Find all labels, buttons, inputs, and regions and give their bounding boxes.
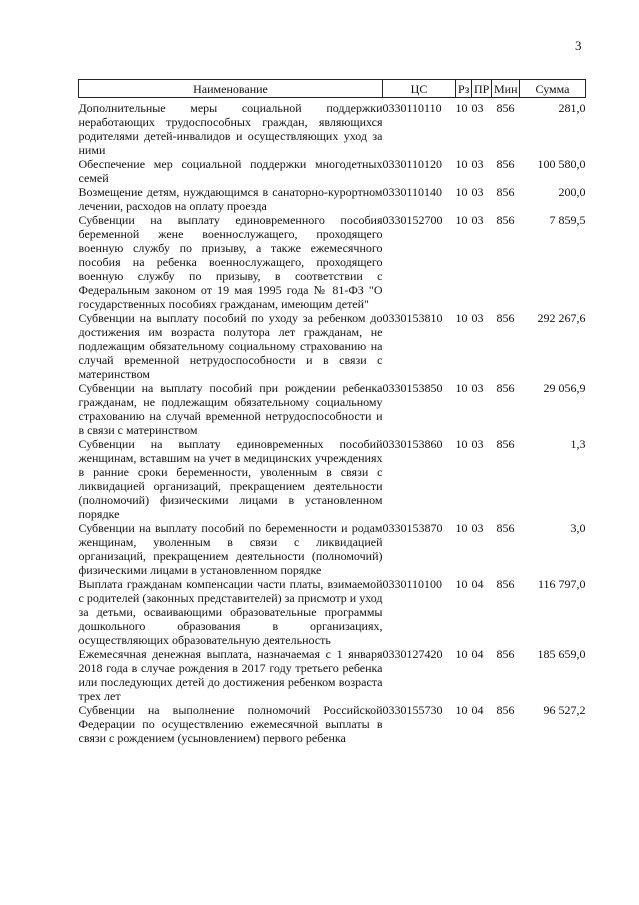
row-min: 856 [496,703,515,717]
row-name: Субвенции на выплату пособий по уходу за ребенком до достижения им возраста полутора лет гражданам, не подлежащим обязательному социальному страхованию на случай временной нетрудоспособности и в связи с материнством [78,311,383,381]
table-row [79,521,586,577]
row-rz: 10 [455,437,468,451]
row-sum: 100 580,0 [537,157,586,171]
row-min: 856 [496,213,515,227]
row-pr: 03 [471,101,484,115]
row-min: 856 [496,101,515,115]
row-sum: 185 659,0 [537,647,586,661]
table-row [79,577,586,647]
table-row [79,311,586,381]
row-name: Субвенции на выполнение полномочий Российской Федерации по осуществлению ежемесячной выплаты в связи с рождением (усыновлением) первого ребенка [78,703,383,745]
row-min: 856 [496,437,515,451]
header-pr: ПР [472,80,492,98]
row-pr: 03 [471,311,484,325]
row-name: Субвенции на выплату единовременного пособия беременной жене военнослужащего, проходящего военную службу по призыву, а также ежемесячного пособия на ребенка военнослужащего, проходящего военную службу по призыву, в соответствии с Федеральным законом от 19 мая 1995 года № 81-ФЗ "О государственных пособиях гражданам, имеющим детей" [78,213,383,311]
row-sum: 7 859,5 [549,213,586,227]
row-sum: 3,0 [570,521,586,535]
header-rz: Рз [456,80,472,98]
row-cs: 0330153870 [382,521,443,535]
row-cs: 0330153850 [382,381,443,395]
table-row [79,213,586,311]
row-rz: 10 [455,213,468,227]
table-row [79,437,586,521]
row-pr: 03 [471,157,484,171]
row-pr: 04 [471,647,484,661]
row-rz: 10 [455,647,468,661]
row-name: Ежемесячная денежная выплата, назначаемая с 1 января 2018 года в случае рождения в 2017 году третьего ребенка или последующих детей до достижения ребенком возраста трех лет [78,647,383,703]
row-rz: 10 [455,381,468,395]
row-min: 856 [496,647,515,661]
row-sum: 200,0 [558,185,586,199]
table-body [79,98,586,746]
row-sum: 29 056,9 [543,381,586,395]
row-name: Субвенции на выплату пособий при рождении ребенка гражданам, не подлежащим обязательному социальному страхованию на случай временной нетрудоспособности и в связи с материнством [78,381,383,437]
row-sum: 292 267,6 [537,311,586,325]
row-rz: 10 [455,521,468,535]
row-min: 856 [496,185,515,199]
row-min: 856 [496,157,515,171]
page-number: 3 [575,38,582,53]
header-min: Мин [492,80,520,98]
row-rz: 10 [455,101,468,115]
row-sum: 1,3 [570,437,586,451]
row-cs: 0330110110 [382,101,442,115]
row-rz: 10 [455,311,468,325]
row-pr: 03 [471,521,484,535]
row-pr: 03 [471,381,484,395]
row-cs: 0330110100 [382,577,443,591]
row-cs: 0330155730 [382,703,443,717]
row-rz: 10 [455,157,468,171]
table-header-row [79,80,586,98]
table-row [79,703,586,745]
budget-table [78,79,586,745]
row-cs: 0330153860 [382,437,443,451]
row-cs: 0330110120 [382,157,443,171]
row-pr: 03 [471,213,484,227]
row-cs: 0330153810 [382,311,443,325]
row-cs: 0330127420 [382,647,443,661]
row-name: Обеспечение мер социальной поддержки многодетных семей [78,157,383,185]
table-row [79,157,586,185]
row-sum: 96 527,2 [543,703,586,717]
row-min: 856 [496,521,515,535]
header-cs: ЦС [383,80,456,98]
row-cs: 0330110140 [382,185,443,199]
header-sum: Сумма [520,80,586,98]
row-min: 856 [496,577,515,591]
table-row [79,647,586,703]
row-pr: 04 [471,577,484,591]
row-sum: 116 797,0 [537,577,586,591]
row-pr: 04 [471,703,484,717]
table-row [79,185,586,213]
row-rz: 10 [455,185,468,199]
row-sum: 281,0 [558,101,586,115]
row-pr: 03 [471,185,484,199]
row-cs: 0330152700 [382,213,443,227]
row-name: Выплата гражданам компенсации части платы, взимаемой с родителей (законных представителей) за присмотр и уход за детьми, осваивающими образовательные программы дошкольного образования в организациях, осуществляющих образовательную деятельность [78,577,383,647]
header-name: Наименование [79,80,383,98]
row-min: 856 [496,311,515,325]
row-name: Дополнительные меры социальной поддержки неработающих трудоспособных граждан, являющихся родителями детей-инвалидов и осуществляющих уход за ними [78,101,383,157]
row-name: Субвенции на выплату пособий по беременности и родам женщинам, уволенным в связи с ликвидацией организаций, прекращением деятельности (полномочий) физическими лицами в установленном порядке [78,521,383,577]
row-min: 856 [496,381,515,395]
row-rz: 10 [455,577,468,591]
row-name: Субвенции на выплату единовременных пособий женщинам, вставшим на учет в медицинских учреждениях в ранние сроки беременности, уволенным в связи с ликвидацией организаций, прекращением деятельности (полномочий) физическими лицами в установленном порядке [78,437,383,521]
row-pr: 03 [471,437,484,451]
row-name: Возмещение детям, нуждающимся в санаторно-курортном лечении, расходов на оплату проезда [78,185,383,213]
table-row [79,98,586,158]
table-row [79,381,586,437]
row-rz: 10 [455,703,468,717]
